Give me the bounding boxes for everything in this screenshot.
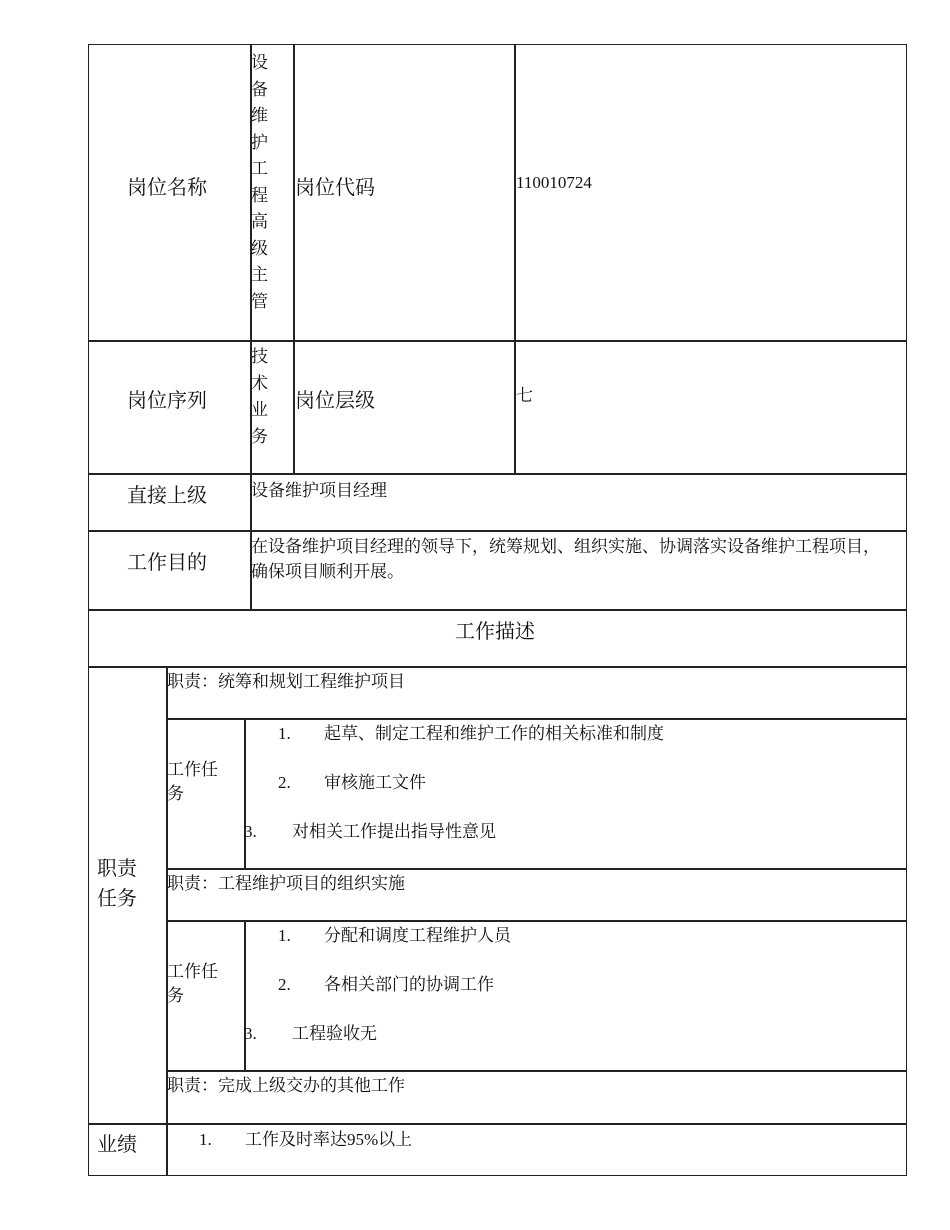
task-item: 对相关工作提出指导性意见 xyxy=(292,822,496,841)
task-label: 工作任务 xyxy=(167,760,218,803)
post-sequence-value: 技术业务 xyxy=(251,347,268,446)
job-description-table xyxy=(88,44,907,1176)
superior-value: 设备维护项目经理 xyxy=(251,481,387,500)
duties-label: 职责任务 xyxy=(97,858,137,910)
task-number: 1. xyxy=(278,724,291,743)
performance-label: 业绩 xyxy=(97,1134,137,1156)
performance-item: 工作及时率达95%以上 xyxy=(245,1130,413,1149)
task-label: 工作任务 xyxy=(167,962,218,1005)
post-name-value: 设备维护工程高级主管 xyxy=(251,53,268,311)
task-number: 3. xyxy=(244,822,257,841)
task-number: 2. xyxy=(278,773,291,792)
cell-post-level-value xyxy=(514,340,907,475)
description-title: 工作描述 xyxy=(455,621,535,643)
task-number: 2. xyxy=(278,975,291,994)
task-item: 各相关部门的协调工作 xyxy=(324,975,494,994)
post-name-label: 岗位名称 xyxy=(127,177,207,199)
task-item: 工程验收无 xyxy=(292,1024,377,1043)
post-code-value: 110010724 xyxy=(516,173,592,192)
superior-label: 直接上级 xyxy=(127,485,207,507)
purpose-label: 工作目的 xyxy=(127,552,207,574)
task-number: 1. xyxy=(278,926,291,945)
post-sequence-label: 岗位序列 xyxy=(127,390,207,412)
duty-title: 职责：统筹和规划工程维护项目 xyxy=(167,672,405,691)
duty-title: 职责：工程维护项目的组织实施 xyxy=(167,874,405,893)
purpose-value: 在设备维护项目经理的领导下，统筹规划、组织实施、协调落实设备维护工程项目，确保项目顺利开展。 xyxy=(251,537,880,581)
performance-number: 1. xyxy=(199,1130,212,1149)
duty-title: 职责：完成上级交办的其他工作 xyxy=(167,1076,405,1095)
task-number: 3. xyxy=(244,1024,257,1043)
task-item: 起草、制定工程和维护工作的相关标准和制度 xyxy=(324,724,664,743)
task-item: 审核施工文件 xyxy=(324,773,426,792)
post-code-label: 岗位代码 xyxy=(295,177,375,199)
post-level-label: 岗位层级 xyxy=(295,390,375,412)
task-item: 分配和调度工程维护人员 xyxy=(324,926,511,945)
post-level-value: 七 xyxy=(516,386,533,405)
